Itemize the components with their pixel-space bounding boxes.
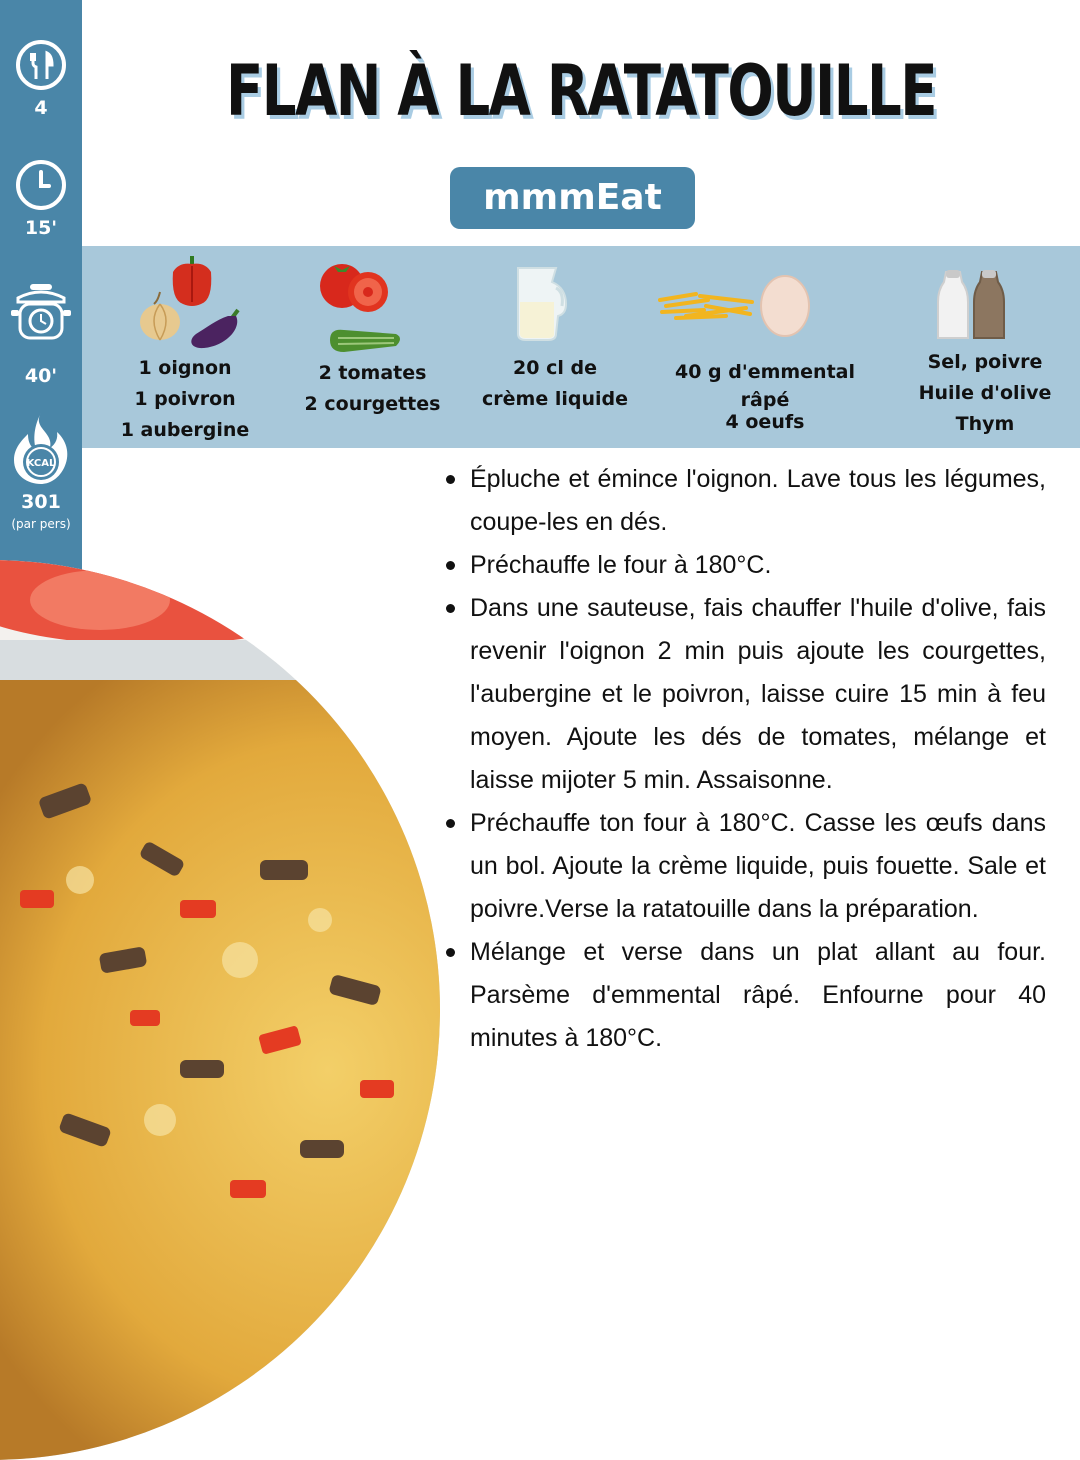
clock-icon — [14, 158, 68, 212]
calories-unit: (par pers) — [11, 517, 71, 531]
ingredient-line: 2 tomates — [318, 362, 427, 384]
ingredient-text-1 — [110, 353, 260, 446]
servings-value: 4 — [34, 97, 48, 119]
calories-stat — [0, 410, 82, 531]
servings-stat — [0, 38, 82, 119]
ingredient-text-5 — [905, 347, 1065, 440]
calories-value: 301 — [21, 491, 61, 513]
ingredient-line: 1 poivron — [134, 388, 236, 410]
ingredient-line: 1 aubergine — [120, 419, 250, 441]
prep-time-stat — [0, 158, 82, 239]
cream-jug-icon — [510, 262, 574, 342]
cook-time-value: 40' — [24, 365, 58, 387]
fork-knife-icon — [14, 38, 68, 92]
ingredient-line: Huile d'olive — [918, 382, 1052, 404]
ingredient-line: râpé — [740, 389, 790, 411]
ingredient-text-3 — [470, 353, 640, 415]
kcal-flame-icon — [10, 410, 72, 486]
ingredient-line: 1 oignon — [138, 357, 232, 379]
kcal-icon-label: KCAL — [26, 458, 56, 469]
zucchini-icon — [326, 324, 406, 356]
instruction-step: Préchauffe ton four à 180°C. Casse les œufs dans un bol. Ajoute la crème liquide, puis fouette. Sale et poivre.Verse la ratatouille dans la préparation. — [440, 802, 1046, 931]
grated-cheese-icon — [656, 288, 756, 322]
dish-photo — [0, 560, 440, 1460]
instruction-step: Dans une sauteuse, fais chauffer l'huile d'olive, fais revenir l'oignon 2 min puis ajoute les courgettes, l'aubergine et le poivron, laisse cuire 15 min à feu moyen. Ajoute les dés de tomates, mélange et laisse mijoter 5 min. Assaisonne. — [440, 587, 1046, 802]
egg-icon — [758, 268, 812, 338]
cook-time-stat — [0, 280, 82, 387]
instructions-list — [440, 458, 1046, 1060]
salt-pepper-icon — [934, 268, 1008, 342]
ingredient-line: 2 courgettes — [304, 393, 441, 415]
recipe-title: FLAN À LA RATATOUILLE — [226, 50, 936, 132]
ingredient-line: crème liquide — [482, 388, 628, 410]
tomato-icon — [318, 256, 392, 318]
instruction-step: Préchauffe le four à 180°C. — [440, 544, 1046, 587]
flan-illustration — [0, 560, 440, 1460]
instruction-step: Mélange et verse dans un plat allant au four. Parsème d'emmental râpé. Enfourne pour 40 minutes à 180°C. — [440, 931, 1046, 1060]
ingredient-line: Thym — [955, 413, 1015, 435]
instruction-step: Épluche et émince l'oignon. Lave tous les légumes, coupe-les en dés. — [440, 458, 1046, 544]
brand-logo: mmmEat — [450, 167, 695, 229]
ingredient-text-2 — [290, 358, 455, 420]
prep-time-value: 15' — [24, 217, 58, 239]
ingredient-line: 40 g d'emmental — [675, 361, 855, 383]
ingredient-line: 20 cl de — [513, 357, 597, 379]
ingredient-line: 4 oeufs — [725, 411, 805, 433]
eggplant-icon — [186, 306, 248, 352]
onion-icon — [134, 290, 186, 342]
ingredient-line: Sel, poivre — [927, 351, 1043, 373]
cooking-pot-icon — [8, 280, 74, 346]
ingredient-text-4 — [660, 358, 870, 436]
